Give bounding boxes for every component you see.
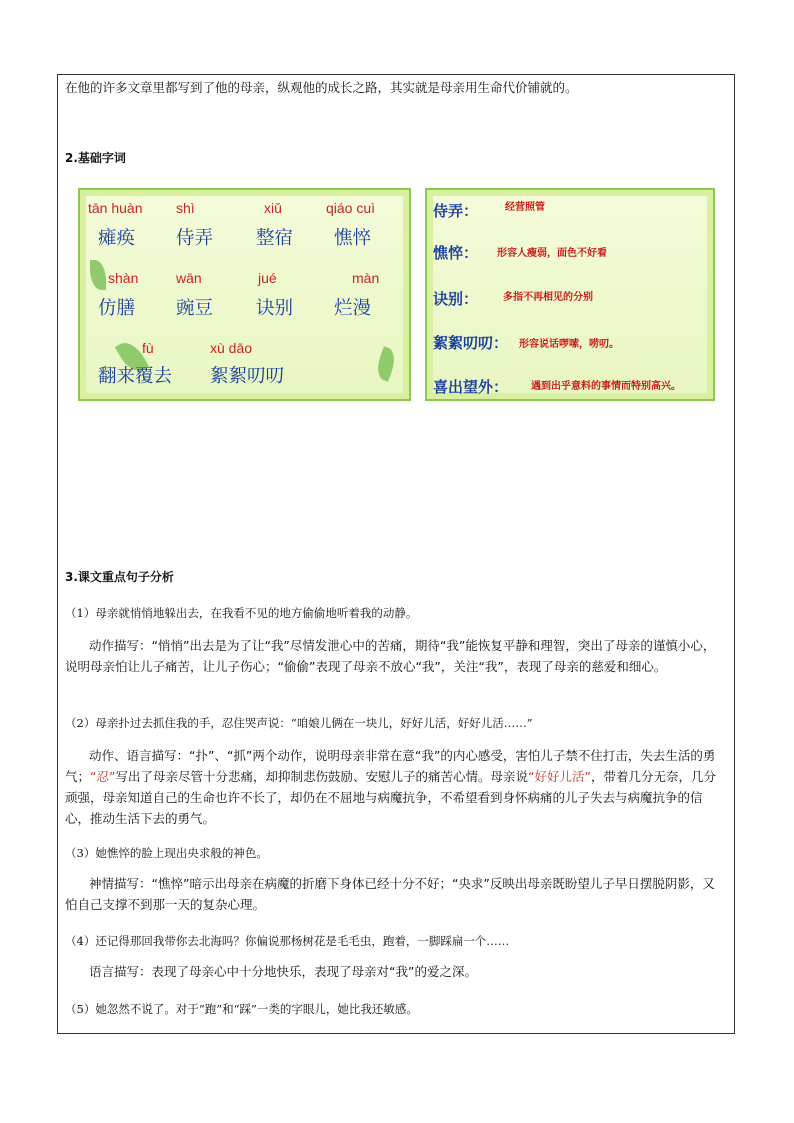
definition-text: 形容说话啰嗦，唠叨。 bbox=[519, 339, 619, 350]
key-sentence-1: （1）母亲就悄悄地躲出去，在我看不见的地方偷偷地听着我的动静。 bbox=[65, 606, 418, 620]
definition-text: 经营照管 bbox=[505, 202, 545, 213]
analysis-2-highlight: “忍” bbox=[90, 769, 116, 784]
section2-heading: 2.基础字词 bbox=[65, 151, 126, 165]
analysis-1: 动作描写：“悄悄”出去是为了让“我”尽情发泄心中的苦痛，期待“我”能恢复平静和理智，突出了母亲的谨慎小心，说明母亲怕让儿子痛苦，让儿子伤心；“偷偷”表现了母亲不放心“我”，关注“我”，表现了母亲的慈爱和细心。 bbox=[65, 638, 716, 674]
vocab-word: 翻来覆去 bbox=[98, 366, 173, 387]
pinyin-label: tān huàn bbox=[88, 200, 143, 216]
vocab-word: 整宿 bbox=[256, 228, 294, 249]
vocab-definition-panel bbox=[425, 188, 715, 401]
vocab-pinyin-panel bbox=[78, 188, 411, 401]
analysis-2-highlight: “好好儿活” bbox=[527, 769, 591, 784]
section3-heading: 3.课文重点句子分析 bbox=[65, 570, 174, 584]
content-frame bbox=[57, 74, 735, 1034]
analysis-4: 语言描写：表现了母亲心中十分地快乐，表现了母亲对“我”的爱之深。 bbox=[89, 964, 477, 979]
key-sentence-3: （3）她憔悴的脸上现出央求般的神色。 bbox=[65, 846, 268, 860]
vocab-word: 絮絮叨叨 bbox=[210, 366, 285, 387]
analysis-3: 神情描写：“憔悴”暗示出母亲在病魔的折磨下身体已经十分不好；“央求”反映出母亲既盼望儿子早日摆脱阴影，又怕自己支撑不到那一天的复杂心理。 bbox=[65, 876, 715, 912]
analysis-2-part: 写出了母亲尽管十分悲痛，却抑制悲伤鼓励、安慰儿子的痛苦心情。母亲说 bbox=[115, 769, 528, 784]
definition-term: 诀别： bbox=[433, 290, 479, 308]
pinyin-label: fù bbox=[142, 340, 154, 356]
definition-text: 遇到出乎意料的事情而特别高兴。 bbox=[531, 381, 681, 392]
key-sentence-5: （5）她忽然不说了。对于“跑”和“踩”一类的字眼儿，她比我还敏感。 bbox=[65, 1002, 418, 1016]
vocab-word: 侍弄 bbox=[176, 228, 214, 249]
analysis-2-part: ，带着几分无奈，几分顽强，母亲知道自己的生命也许不长了，却仍在不屈地与病魔抗争，不希望看到身怀病痛的儿子失去与病魔抗争的信心，推动生活下去的勇气。 bbox=[65, 769, 716, 826]
pinyin-label: shì bbox=[176, 200, 195, 216]
key-sentence-2: （2）母亲扑过去抓住我的手，忍住哭声说：“咱娘儿俩在一块儿，好好儿活，好好儿活……” bbox=[65, 716, 533, 730]
pinyin-label: xiǔ bbox=[264, 200, 282, 216]
vocab-word: 憔悴 bbox=[334, 228, 372, 249]
vocab-word: 诀别 bbox=[256, 298, 294, 319]
vocab-word: 烂漫 bbox=[334, 298, 372, 319]
pinyin-label: qiáo cuì bbox=[326, 200, 376, 216]
definition-term: 侍弄： bbox=[433, 202, 479, 220]
vocab-word: 豌豆 bbox=[176, 298, 214, 319]
intro-text: 在他的许多文章里都写到了他的母亲，纵观他的成长之路，其实就是母亲用生命代价铺就的。 bbox=[65, 80, 578, 95]
pinyin-label: shàn bbox=[108, 270, 139, 286]
vocab-word: 瘫痪 bbox=[98, 228, 136, 249]
pinyin-label: jué bbox=[258, 270, 277, 286]
definition-text: 形容人瘦弱，面色不好看 bbox=[497, 248, 607, 259]
definition-text: 多指不再相见的分别 bbox=[503, 292, 593, 303]
definition-term: 喜出望外： bbox=[433, 378, 509, 396]
vocab-word: 仿膳 bbox=[98, 298, 136, 319]
pinyin-label: xù dāo bbox=[210, 340, 253, 356]
key-sentence-4: （4）还记得那回我带你去北海吗？你偏说那杨树花是毛毛虫，跑着，一脚踩扁一个…… bbox=[65, 934, 510, 948]
definition-term: 憔悴： bbox=[433, 244, 479, 262]
analysis-2-part: 动作、语言描写：“扑”、“抓”两个动作，说明母亲非常在意“我”的内心感受，害怕儿子禁不住打击，失去生活的勇气； bbox=[65, 748, 716, 784]
analysis-2 bbox=[65, 745, 725, 829]
pinyin-label: màn bbox=[352, 270, 380, 286]
definition-term: 絮絮叨叨： bbox=[433, 334, 509, 352]
pinyin-label: wān bbox=[176, 270, 202, 286]
